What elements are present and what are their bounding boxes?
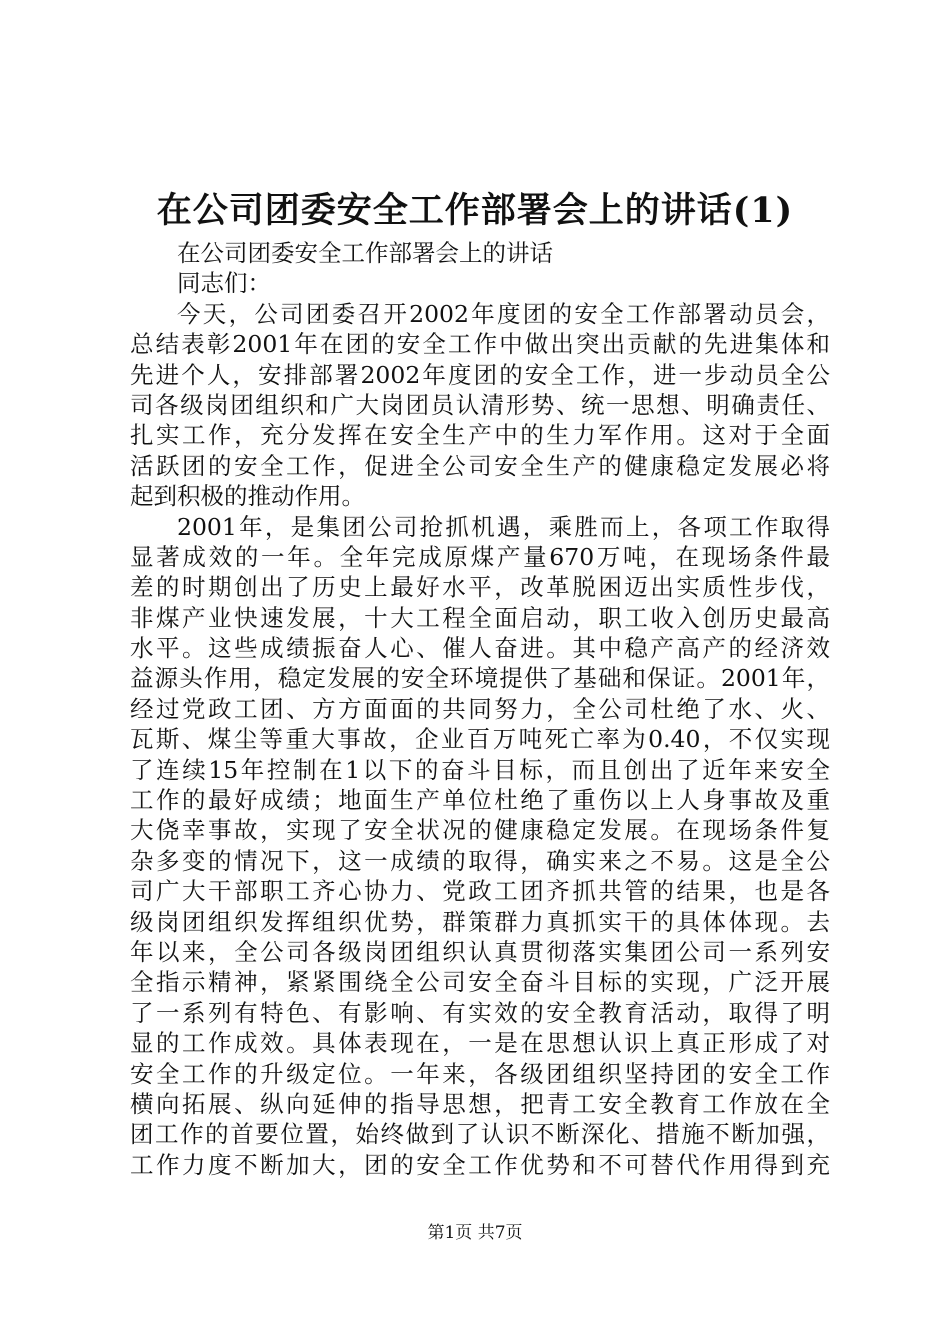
text-line: 同志们： [177,269,271,298]
text-line: 大侥幸事故，实现了安全状况的健康稳定发展。在现场条件复 [130,816,830,845]
text-line: 杂多变的情况下，这一成绩的取得，确实来之不易。这是全公 [130,846,830,875]
text-line: 今天，公司团委召开2002年度团的安全工作部署动员会， [177,299,830,328]
text-line: 显著成效的一年。全年完成原煤产量670万吨，在现场条件最 [130,542,830,571]
text-line: 全指示精神，紧紧围绕全公司安全奋斗目标的实现，广泛开展 [130,968,830,997]
text-line: 瓦斯、煤尘等重大事故，企业百万吨死亡率为0.40，不仅实现 [130,725,830,754]
text-line: 在公司团委安全工作部署会上的讲话 [177,239,553,267]
text-line: 经过党政工团、方方面面的共同努力，全公司杜绝了水、火、 [130,694,830,723]
text-line: 显的工作成效。具体表现在，一是在思想认识上真正形成了对 [130,1029,830,1058]
text-line: 起到积极的推动作用。 [130,482,365,511]
text-line: 工作的最好成绩；地面生产单位杜绝了重伤以上人身事故及重 [130,786,830,815]
text-line: 横向拓展、纵向延伸的指导思想，把青工安全教育工作放在全 [130,1089,830,1118]
text-line: 级岗团组织发挥组织优势，群策群力真抓实干的具体体现。去 [130,907,830,936]
text-line: 2001年，是集团公司抢抓机遇，乘胜而上，各项工作取得 [177,512,830,541]
text-line: 益源头作用，稳定发展的安全环境提供了基础和保证。2001年， [130,664,830,693]
page-footer: 第1页 共7页 [427,1223,523,1243]
text-line: 先进个人，安排部署2002年度团的安全工作，进一步动员全公 [130,360,830,389]
text-line: 活跃团的安全工作，促进全公司安全生产的健康稳定发展必将 [130,451,830,480]
text-line: 工作力度不断加大，团的安全工作优势和不可替代作用得到充 [130,1150,830,1179]
text-line: 了一系列有特色、有影响、有实效的安全教育活动，取得了明 [130,998,830,1027]
text-line: 扎实工作，充分发挥在安全生产中的生力军作用。这对于全面 [130,421,830,450]
text-line: 安全工作的升级定位。一年来，各级团组织坚持团的安全工作 [130,1059,830,1088]
text-line: 差的时期创出了历史上最好水平，改革脱困迈出实质性步伐， [130,573,830,602]
text-line: 了连续15年控制在1以下的奋斗目标，而且创出了近年来安全 [130,755,830,784]
text-line: 司各级岗团组织和广大岗团员认清形势、统一思想、明确责任、 [130,390,830,419]
text-line: 年以来，全公司各级岗团组织认真贯彻落实集团公司一系列安 [130,937,830,966]
text-line: 水平。这些成绩振奋人心、催人奋进。其中稳产高产的经济效 [130,634,830,663]
text-line: 团工作的首要位置，始终做到了认识不断深化、措施不断加强， [130,1120,830,1149]
text-line: 司广大干部职工齐心协力、党政工团齐抓共管的结果，也是各 [130,877,830,906]
document-body [130,238,830,1180]
text-line: 总结表彰2001年在团的安全工作中做出突出贡献的先进集体和 [130,330,830,359]
text-line: 非煤产业快速发展，十大工程全面启动，职工收入创历史最高 [130,603,830,632]
document-title: 在公司团委安全工作部署会上的讲话(1) [156,190,794,231]
